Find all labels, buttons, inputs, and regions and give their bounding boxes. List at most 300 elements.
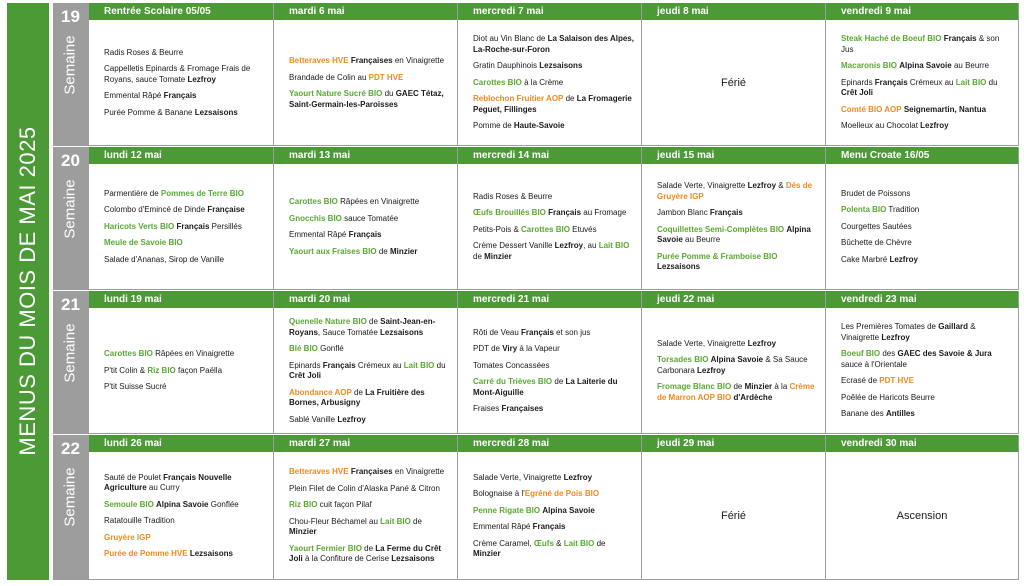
menu-item xyxy=(289,500,451,511)
menu-item xyxy=(104,64,267,85)
day-header: mardi 20 mai xyxy=(274,291,457,308)
menu-text: de xyxy=(361,543,376,553)
holiday-label: Férié xyxy=(720,77,747,89)
origin-label: La Laiterie du Mont-Aiguille xyxy=(473,377,618,397)
menu-item xyxy=(841,61,1012,72)
menu-text: Salade Verte, Vinaigrette xyxy=(657,181,748,191)
origin-label: Lezsaisons xyxy=(189,549,233,558)
origin-label: Français xyxy=(521,327,554,337)
menu-item xyxy=(657,252,819,273)
origin-label: Françaises xyxy=(501,404,544,413)
menu-list xyxy=(473,309,635,433)
menu-text: à la Crème xyxy=(521,77,564,87)
menu-text: Gonflé xyxy=(317,344,344,353)
menu-text: P'tit Suisse Sucré xyxy=(104,382,167,392)
menu-item xyxy=(473,377,635,398)
menu-item xyxy=(473,94,635,115)
day-header: vendredi 23 mai xyxy=(826,291,1018,308)
menu-text: Emmental Râpé xyxy=(473,522,533,531)
bio-label: Semoule BIO xyxy=(104,499,154,509)
origin-label: Lezfroy xyxy=(881,332,910,342)
menu-item xyxy=(104,222,267,233)
bio-label: Riz BIO xyxy=(147,365,176,375)
holiday-label: Férié xyxy=(720,510,747,522)
menu-item xyxy=(104,500,267,511)
day-cell xyxy=(88,3,273,146)
origin-label: Françaises xyxy=(350,56,393,65)
menu-item xyxy=(473,522,635,533)
origin-label: Gaillard xyxy=(938,322,969,332)
day-header: jeudi 8 mai xyxy=(642,3,825,20)
menu-text: de xyxy=(376,246,390,256)
week-number: 19 xyxy=(61,7,80,26)
menu-item xyxy=(841,255,1012,266)
menu-item xyxy=(289,344,451,355)
quality-label: Comté BIO AOP xyxy=(841,104,902,114)
origin-label: Français xyxy=(874,77,908,87)
origin-label: Lezsaisons xyxy=(539,61,583,71)
origin-label: Minzier xyxy=(473,549,501,558)
menu-text: de xyxy=(410,516,422,526)
bio-label: Meule de Savoie BIO xyxy=(104,238,183,248)
quality-label: Purée de Pomme HVE xyxy=(104,549,188,558)
menu-text: de xyxy=(563,94,577,104)
menu-item xyxy=(841,189,1012,200)
menu-item xyxy=(657,181,819,202)
menu-text: Râpées en Vinaigrette xyxy=(152,349,235,359)
day-cell xyxy=(641,147,825,290)
menu-text: du xyxy=(434,360,446,370)
day-cell xyxy=(641,435,825,580)
quality-label: Gruyère IGP xyxy=(104,532,151,542)
menu-text: Banane des xyxy=(841,409,886,419)
bio-label: Yaourt Fermier BIO xyxy=(289,543,362,553)
menu-item xyxy=(841,349,1012,370)
day-header: mardi 13 mai xyxy=(274,147,457,164)
menu-text: Petits-Pois & xyxy=(473,224,522,234)
menu-text: , au xyxy=(583,241,599,251)
menu-item xyxy=(657,208,819,219)
menu-text: Crème Dessert Vanille xyxy=(473,241,555,251)
menu-text: et son jus xyxy=(553,327,591,337)
bio-label: Riz BIO xyxy=(289,500,318,510)
bio-label: Boeuf BIO xyxy=(841,349,881,359)
origin-label: Alpina Savoie xyxy=(156,499,209,509)
menu-text: PDT de xyxy=(473,344,503,353)
menu-item xyxy=(289,56,451,67)
menu-text: Gratin Dauphinois xyxy=(473,61,540,71)
day-cell xyxy=(457,3,641,146)
bio-label: Lait BIO xyxy=(598,241,630,251)
bio-label: Lait BIO xyxy=(563,538,595,548)
menu-item xyxy=(289,415,451,426)
week-number-column xyxy=(53,291,88,434)
menu-text: au Beurre xyxy=(682,235,721,245)
week-row xyxy=(53,3,1019,146)
menu-list xyxy=(473,453,635,579)
menu-item xyxy=(104,48,267,59)
day-header: Menu Croate 16/05 xyxy=(826,147,1018,164)
menu-item xyxy=(473,241,635,262)
menu-item xyxy=(841,376,1012,387)
origin-label: La Fromagerie Peguet, Fillinges xyxy=(473,94,632,114)
origin-label: Lezsaisons xyxy=(194,107,238,117)
day-header: jeudi 15 mai xyxy=(642,147,825,164)
quality-label: Dés de Gruyère IGP xyxy=(657,181,813,201)
origin-label: Lezfroy xyxy=(920,121,949,131)
day-header: lundi 26 mai xyxy=(89,435,273,452)
day-header: vendredi 30 mai xyxy=(826,435,1018,452)
menu-item xyxy=(104,549,267,560)
menu-text: Etuvés xyxy=(569,224,597,234)
origin-label: Françaises xyxy=(350,467,393,477)
menu-text: Crème Caramel, xyxy=(473,538,534,548)
quality-label: Betteraves HVE xyxy=(289,467,349,477)
menu-text: Fraises xyxy=(473,404,502,413)
menu-text: & son Jus xyxy=(841,34,1000,54)
origin-label: Crêt Joli xyxy=(289,371,322,380)
origin-label: La Salaison des Alpes, La-Roche-sur-Foron xyxy=(473,34,634,54)
bio-label: Carottes BIO xyxy=(473,77,522,87)
day-header: mercredi 28 mai xyxy=(458,435,641,452)
bio-label: Quenelle Nature BIO xyxy=(289,317,367,326)
menu-list xyxy=(657,165,819,289)
origin-label: Antilles xyxy=(885,409,915,419)
bio-label: Blé BIO xyxy=(289,344,318,353)
menu-text: Bûchette de Chèvre xyxy=(841,238,912,248)
bio-label: Yaourt Nature Sucré BIO xyxy=(289,89,383,98)
menu-text: de xyxy=(552,377,566,386)
origin-label: Alpina Savoie xyxy=(542,505,595,515)
month-title-banner xyxy=(7,3,49,580)
menu-item xyxy=(473,328,635,339)
origin-label: GAEC des Savoie & Jura xyxy=(897,349,992,359)
menu-list xyxy=(473,165,635,289)
day-cell xyxy=(641,3,825,146)
menu-text: en Vinaigrette xyxy=(392,467,445,477)
menu-text: au Curry xyxy=(146,483,180,492)
day-cell xyxy=(457,147,641,290)
origin-label: La Fruitière des Bornes, Arbusigny xyxy=(289,387,425,407)
week-number-column xyxy=(53,147,88,290)
menu-item xyxy=(657,339,819,350)
menu-text: Poêlée de Haricots Beurre xyxy=(841,392,935,402)
day-cell xyxy=(825,435,1019,580)
menu-item xyxy=(289,247,451,258)
week-row xyxy=(53,291,1019,434)
origin-label: Alpina Savoie xyxy=(710,355,764,365)
origin-label: Lezsaisons xyxy=(380,327,424,337)
origin-label: Lezfroy xyxy=(187,74,216,84)
day-cell xyxy=(273,147,457,290)
menu-text: Salade Verte, Vinaigrette xyxy=(657,338,748,348)
bio-label: Yaourt aux Fraises BIO xyxy=(289,246,377,256)
menu-item xyxy=(657,225,819,246)
holiday-label: Ascension xyxy=(896,510,948,522)
menu-item xyxy=(289,89,451,110)
origin-label: Seignemartin, Nantua xyxy=(903,104,987,114)
bio-label: Penne Rigate BIO xyxy=(473,505,541,515)
menu-item xyxy=(104,382,267,393)
menu-item xyxy=(104,473,267,494)
menu-text: Sablé Vanille xyxy=(289,414,338,424)
menu-text: Ecrasé de xyxy=(841,376,880,386)
menu-item xyxy=(657,355,819,376)
menu-item xyxy=(473,121,635,132)
menu-item xyxy=(473,78,635,89)
menu-text: Moelleux au Chocolat xyxy=(841,121,921,131)
bio-label: Torsades BIO xyxy=(657,355,709,365)
menu-item xyxy=(841,34,1012,55)
menu-text: Emmental Râpé xyxy=(104,91,164,101)
menu-text: Courgettes Sautées xyxy=(841,221,912,231)
week-row xyxy=(53,435,1019,580)
origin-label: Alpina Savoie xyxy=(657,224,811,245)
menu-text: Râpées en Vinaigrette xyxy=(337,197,420,206)
menu-list xyxy=(289,21,451,145)
menu-item xyxy=(473,61,635,72)
menu-text: Epinards xyxy=(289,360,323,370)
menu-list xyxy=(473,21,635,145)
day-cell xyxy=(457,291,641,434)
menu-list xyxy=(289,453,451,579)
menu-list xyxy=(841,309,1012,433)
menu-item xyxy=(104,516,267,527)
menu-text: Diot au Vin Blanc de xyxy=(473,34,548,44)
menu-item xyxy=(289,467,451,478)
bio-label: Lait BIO xyxy=(403,360,435,370)
day-header: vendredi 9 mai xyxy=(826,3,1018,20)
origin-label: Lezsaisons xyxy=(657,262,701,272)
bio-label: Fromage Blanc BIO xyxy=(657,382,732,392)
menu-list xyxy=(657,309,819,433)
bio-label: Haricots Verts BIO xyxy=(104,221,175,231)
quality-label: Abondance AOP xyxy=(289,387,352,397)
week-row xyxy=(53,147,1019,290)
menu-text: Emmental Râpé xyxy=(289,230,349,239)
origin-label: Minzier xyxy=(744,382,773,392)
menu-item xyxy=(473,539,635,560)
menu-text: Brudet de Poissons xyxy=(841,188,911,198)
menu-text: cuit façon Pilaf xyxy=(317,500,372,510)
origin-label: Français xyxy=(176,221,210,231)
menu-text: Brandade de Colin au xyxy=(289,72,369,82)
menu-list xyxy=(841,21,1012,145)
menu-text: de xyxy=(594,538,606,548)
bio-label: Coquillettes Semi-Complètes BIO xyxy=(657,224,785,234)
menu-item xyxy=(104,189,267,200)
menu-text: Rôti de Veau xyxy=(473,327,522,337)
day-cell xyxy=(825,291,1019,434)
menu-text: Purée Pomme & Banane xyxy=(104,107,195,117)
origin-label: GAEC Tétaz, Saint-Germain-les-Paroisses xyxy=(289,89,444,109)
menu-item xyxy=(104,108,267,119)
origin-label: Français Nouvelle Agriculture xyxy=(104,472,232,492)
menu-text: Radis Roses & Beurre xyxy=(473,191,553,201)
menu-text: & Sa Sauce Carbonara xyxy=(657,355,808,375)
quality-label: PDT HVE xyxy=(879,376,914,386)
day-cell xyxy=(641,291,825,434)
bio-label: Pommes de Terre BIO xyxy=(160,188,244,198)
menu-list xyxy=(289,165,451,289)
menu-item xyxy=(289,214,451,225)
origin-label: Lezfroy xyxy=(747,338,777,348)
menu-text: Pomme de xyxy=(473,121,514,131)
menu-text: de xyxy=(351,387,366,397)
quality-label: Crème de Marron AOP BIO xyxy=(657,382,815,402)
menu-text: à la Confiture de Cerise xyxy=(302,554,392,564)
day-header: mardi 27 mai xyxy=(274,435,457,452)
bio-label: Purée Pomme & Framboise BIO xyxy=(657,251,778,261)
menu-item xyxy=(473,344,635,355)
week-label: Semaine xyxy=(61,35,79,95)
bio-label: Carottes BIO xyxy=(289,197,338,206)
origin-label: Française xyxy=(207,205,245,215)
week-number-column xyxy=(53,3,88,146)
menu-text: Tradition xyxy=(886,205,920,215)
quality-label: Reblochon Fruitier AOP xyxy=(473,94,564,104)
bio-label: Œufs Brouillés BIO xyxy=(473,208,546,218)
origin-label: La Ferme du Crêt Joli xyxy=(289,543,442,564)
day-cell xyxy=(88,291,273,434)
menu-item xyxy=(104,366,267,377)
menu-item xyxy=(841,222,1012,233)
menu-text: Colombo d'Emincé de Dinde xyxy=(104,205,208,215)
day-header: mercredi 7 mai xyxy=(458,3,641,20)
origin-label: Français xyxy=(322,360,356,370)
day-header: mardi 6 mai xyxy=(274,3,457,20)
menu-text: Parmentière de xyxy=(104,188,161,198)
day-header: Rentrée Scolaire 05/05 xyxy=(89,3,273,20)
menu-item xyxy=(104,349,267,360)
menu-item xyxy=(841,121,1012,132)
menu-list xyxy=(104,165,267,289)
menu-text: Salade Verte, Vinaigrette xyxy=(473,472,564,482)
menu-item xyxy=(473,404,635,415)
menu-text: Plein Filet de Colin d'Alaska Pané & Citron xyxy=(289,483,440,493)
bio-label: Gnocchis BIO xyxy=(289,213,342,223)
menu-item xyxy=(473,489,635,500)
menu-text: des xyxy=(880,349,898,359)
menu-text: P'tit Colin & xyxy=(104,365,148,375)
day-cell xyxy=(88,435,273,580)
menu-item xyxy=(841,78,1012,99)
menu-item xyxy=(841,393,1012,404)
bio-label: Carottes BIO xyxy=(104,349,153,359)
menu-item xyxy=(289,388,451,409)
menu-text: sauce Tomatée xyxy=(341,213,399,223)
menu-text: au Beurre xyxy=(951,61,990,71)
origin-label: Viry xyxy=(502,344,518,353)
menu-list xyxy=(289,309,451,433)
day-cell xyxy=(825,3,1019,146)
menu-text: Cappelletis Epinards & Fromage Frais de Royans, sauce Tomate xyxy=(104,64,251,84)
bio-label: Lait BIO xyxy=(380,516,411,526)
quality-label: Betteraves HVE xyxy=(289,56,351,65)
menu-item xyxy=(657,382,819,403)
origin-label: Minzier xyxy=(484,251,512,261)
menu-text: Tomates Concassées xyxy=(473,360,550,370)
month-title: MENUS DU MOIS DE MAI 2025 xyxy=(15,126,40,456)
menu-text: Radis Roses & Beurre xyxy=(104,47,184,57)
bio-label: Carottes BIO xyxy=(521,224,570,234)
origin-label: Français xyxy=(943,34,977,44)
day-cell xyxy=(273,291,457,434)
bio-label: Œufs xyxy=(533,538,554,548)
origin-label: Crêt Joli xyxy=(841,88,874,98)
menu-item xyxy=(473,225,635,236)
day-cell xyxy=(273,435,457,580)
origin-label: Lezfroy xyxy=(554,241,584,251)
menu-item xyxy=(104,91,267,102)
day-header: mercredi 21 mai xyxy=(458,291,641,308)
menu-item xyxy=(841,205,1012,216)
day-header: lundi 19 mai xyxy=(89,291,273,308)
week-number: 21 xyxy=(61,295,80,314)
menu-text: Epinards xyxy=(841,77,875,87)
menu-item xyxy=(841,238,1012,249)
menu-list xyxy=(104,453,267,579)
menu-text: & xyxy=(553,538,564,548)
origin-label: Alpina Savoie xyxy=(899,61,952,71)
menu-text: Gonflée xyxy=(208,499,239,509)
origin-label: Lezfroy xyxy=(747,181,777,191)
origin-label: Lezfroy xyxy=(563,472,593,482)
origin-label: Lezfroy xyxy=(889,254,918,264)
quality-label: PDT HVE xyxy=(368,72,404,82)
menu-text: Ratatouille Tradition xyxy=(104,516,175,525)
menu-item xyxy=(473,192,635,203)
bio-label: Carré du Trièves BIO xyxy=(473,377,553,386)
menu-text: Sauté de Poulet xyxy=(104,472,164,482)
bio-label: Lait BIO xyxy=(955,77,987,87)
week-number: 22 xyxy=(61,439,80,458)
menu-text: Persillés xyxy=(209,221,242,231)
menu-text: Bolognaise à l' xyxy=(473,489,525,498)
menu-text: du xyxy=(986,77,998,87)
origin-label: Français xyxy=(348,230,382,239)
menu-text: Salade d'Ananas, Sirop de Vanille xyxy=(104,254,225,264)
menu-item xyxy=(841,322,1012,343)
day-header: jeudi 29 mai xyxy=(642,435,825,452)
menu-item xyxy=(289,73,451,84)
menu-item xyxy=(473,361,635,372)
menu-text: de xyxy=(366,317,381,326)
origin-label: Minzier xyxy=(289,527,317,537)
bio-label: Steak Haché de Boeuf BIO xyxy=(841,34,942,44)
menu-item xyxy=(289,544,451,565)
menu-item xyxy=(841,105,1012,116)
origin-label: Français xyxy=(548,208,582,218)
origin-label: Haute-Savoie xyxy=(513,121,565,131)
menu-text: Crémeux au xyxy=(907,77,956,87)
menu-text: du xyxy=(382,89,396,98)
menu-item xyxy=(473,473,635,484)
origin-label: d'Ardèche xyxy=(733,392,773,402)
menu-item xyxy=(289,517,451,538)
menu-item xyxy=(841,409,1012,420)
menu-text: Les Premières Tomates de xyxy=(841,322,939,332)
week-label: Semaine xyxy=(61,467,79,527)
menu-text: façon Paëlla xyxy=(175,365,223,375)
menu-item xyxy=(473,34,635,55)
menu-text: à la Vapeur xyxy=(517,344,560,353)
menu-text: sauce à l'Orientale xyxy=(841,359,908,369)
origin-label: Lezfroy xyxy=(337,414,366,424)
menu-item xyxy=(473,506,635,517)
day-cell xyxy=(825,147,1019,290)
menu-text: & xyxy=(776,181,786,191)
